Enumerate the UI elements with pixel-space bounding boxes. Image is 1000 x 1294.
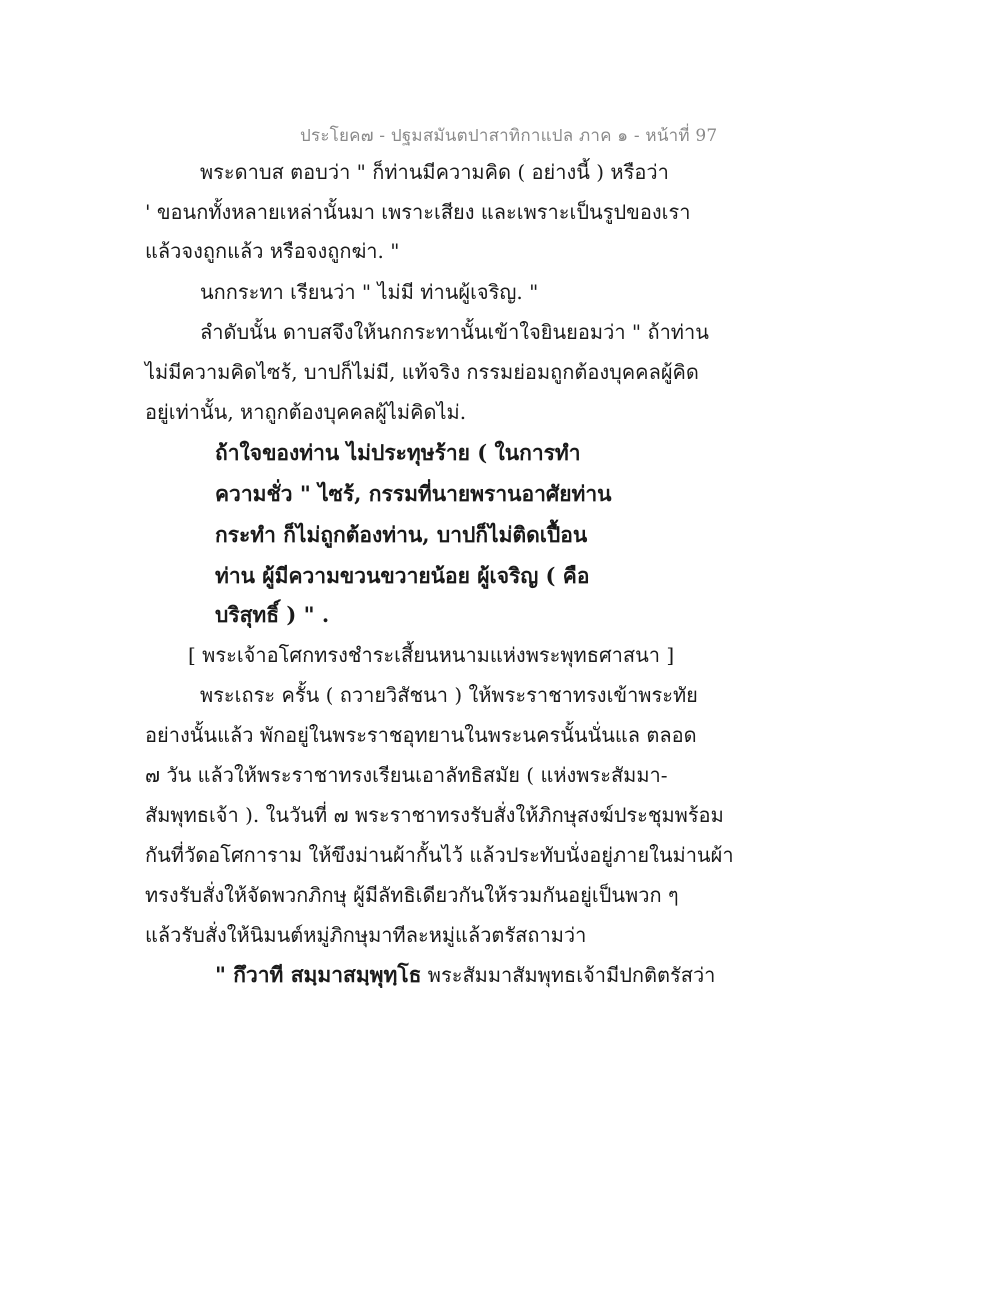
page-header: ประโยค๗ - ปฐมสมันตปาสาทิกาแปล ภาค ๑ - หน้าที่ 97 xyxy=(300,126,718,146)
body2-line-2: อย่างนั้นแล้ว พักอยู่ในพระราชอุทยานในพระนครนั้นนั่นแล ตลอด xyxy=(145,723,697,747)
body2-line-5: กันที่วัดอโศการาม ให้ขึงม่านผ้ากั้นไว้ แล้วประทับนั่งอยู่ภายในม่านผ้า xyxy=(145,843,734,867)
body2-line-7: แล้วรับสั่งให้นิมนต์หมู่ภิกษุมาทีละหมู่แล้วตรัสถามว่า xyxy=(145,923,587,947)
verse-line-4: ท่าน ผู้มีความขวนขวายน้อย ผู้เจริญ ( คือ xyxy=(215,563,590,588)
pali-quote: " กึวาที สมฺมาสมฺพุทฺโธ xyxy=(215,962,422,987)
body-line-1: พระดาบส ตอบว่า " ก็ท่านมีความคิด ( อย่างนี้ ) หรือว่า xyxy=(200,160,669,184)
body-line-5: ลำดับนั้น ดาบสจึงให้นกกระทานั้นเข้าใจยินยอมว่า " ถ้าท่าน xyxy=(200,320,709,344)
body-line-7: อยู่เท่านั้น, หาถูกต้องบุคคลผู้ไม่คิดไม่. xyxy=(145,400,467,424)
verse-line-3: กระทำ ก็ไม่ถูกต้องท่าน, บาปก็ไม่ติดเปื้อน xyxy=(215,522,588,547)
verse-line-5: บริสุทธิ์ ) " . xyxy=(215,602,330,627)
body-line-4: นกกระทา เรียนว่า " ไม่มี ท่านผู้เจริญ. " xyxy=(200,280,539,304)
body2-line-4: สัมพุทธเจ้า ). ในวันที่ ๗ พระราชาทรงรับสั่งให้ภิกษุสงฆ์ประชุมพร้อม xyxy=(145,803,724,827)
verse-line-2: ความชั่ว " ไซร้, กรรมที่นายพรานอาศัยท่าน xyxy=(215,481,612,506)
last-line xyxy=(215,961,715,989)
last-line-rest: พระสัมมาสัมพุทธเจ้ามีปกติตรัสว่า xyxy=(421,963,716,987)
body2-line-3: ๗ วัน แล้วให้พระราชาทรงเรียนเอาลัทธิสมัย ( แห่งพระสัมมา- xyxy=(145,763,668,787)
body2-line-1: พระเถระ ครั้น ( ถวายวิสัชนา ) ให้พระราชาทรงเข้าพระทัย xyxy=(200,683,698,707)
section-heading: [ พระเจ้าอโศกทรงชำระเสี้ยนหนามแห่งพระพุทธศาสนา ] xyxy=(188,643,675,667)
body-line-2: ' ขอนกทั้งหลายเหล่านั้นมา เพราะเสียง และเพราะเป็นรูปของเรา xyxy=(145,200,691,224)
body2-line-6: ทรงรับสั่งให้จัดพวกภิกษุ ผู้มีลัทธิเดียวกันให้รวมกันอยู่เป็นพวก ๆ xyxy=(145,883,679,907)
body-line-3: แล้วจงถูกแล้ว หรือจงถูกฆ่า. " xyxy=(145,239,400,263)
body-line-6: ไม่มีความคิดไซร้, บาปก็ไม่มี, แท้จริง กรรมย่อมถูกต้องบุคคลผู้คิด xyxy=(145,360,699,384)
verse-line-1: ถ้าใจของท่าน ไม่ประทุษร้าย ( ในการทำ xyxy=(215,440,581,465)
